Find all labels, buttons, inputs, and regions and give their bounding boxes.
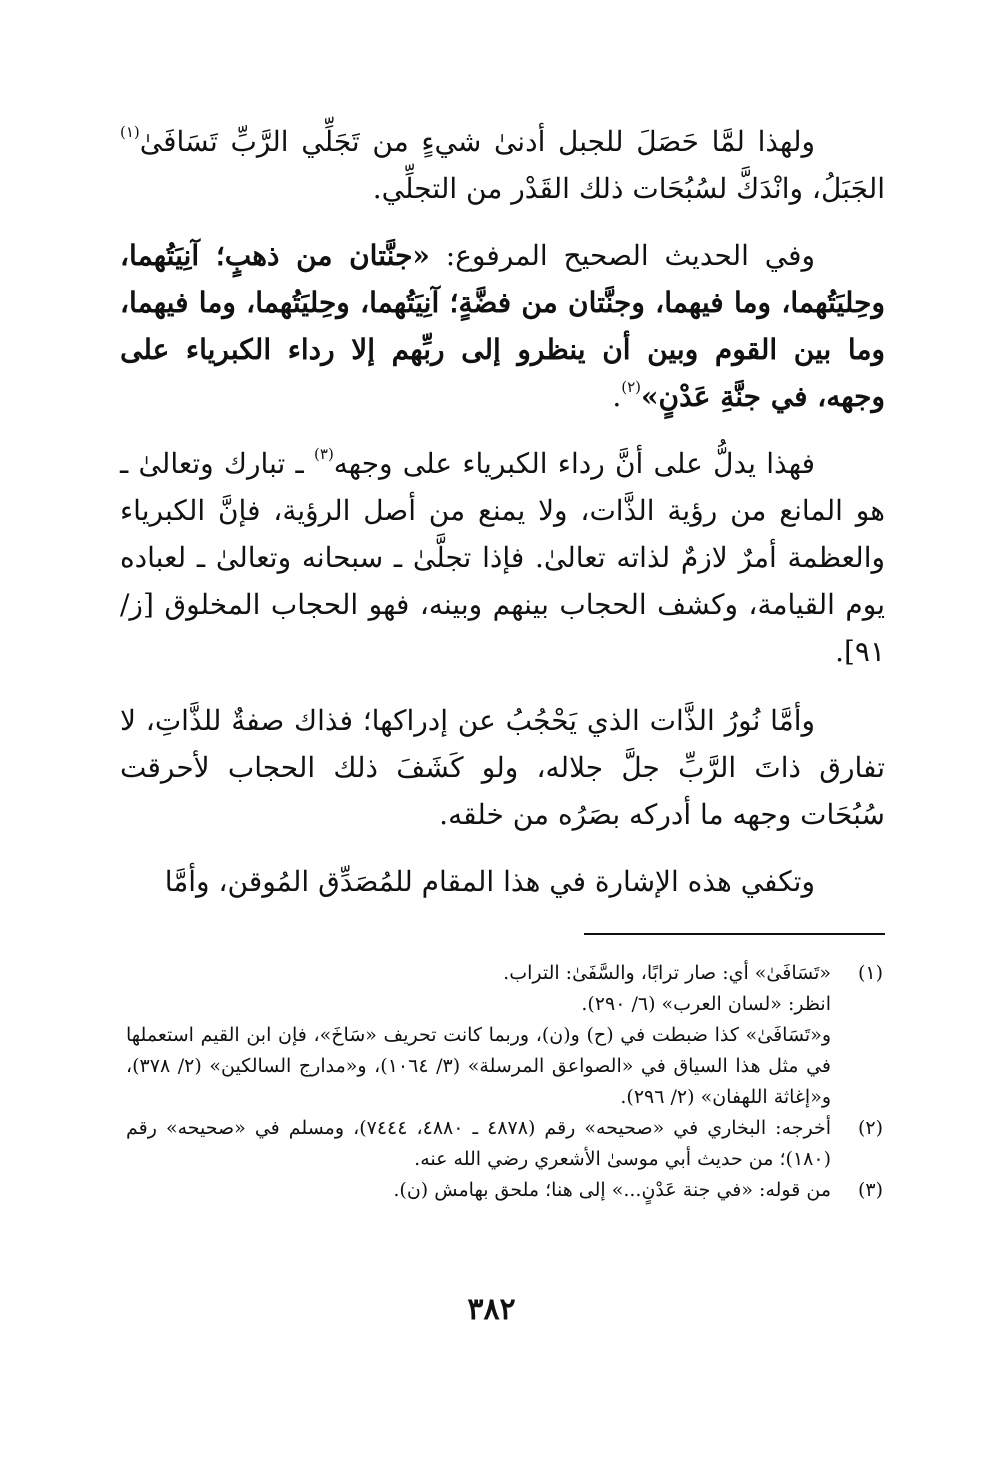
footnote-line: أخرجه: البخاري في «صحيحه» رقم (٤٨٧٨ ـ ٤٨٨٠، ٧٤٤٤)، ومسلم في «صحيحه» رقم (١٨٠)؛ من حديث أبي موسىٰ الأشعري رضي الله عنه. — [126, 1117, 832, 1170]
footnote-1 — [126, 958, 883, 1113]
text-run: ـ تبارك وتعالىٰ ـ هو المانع من رؤية الذَّات، ولا يمنع من أصل الرؤية، فإنَّ الكبرياء والعظمة أمرٌ لازمٌ لذاته تعالىٰ. فإذا تجلَّىٰ ـ سبحانه وتعالىٰ ـ لعباده يوم القيامة، وكشف الحجاب بينهم وبينه، فهو الحجاب المخلوق [ز/٩١]. — [120, 447, 886, 668]
footnote-divider — [584, 933, 885, 935]
text-run: . — [612, 380, 622, 413]
footnote-number: (١) — [857, 962, 883, 984]
footnote-line: من قوله: «في جنة عَدْنٍ...» إلى هنا؛ ملحق بهامش (ن). — [393, 1179, 831, 1201]
paragraph-1 — [120, 118, 885, 212]
text-run: الجَبَلُ، وانْدَكَّ لسُبُحَات ذلك القَدْر من التجلِّي. — [372, 172, 885, 205]
paragraph-5 — [120, 858, 885, 905]
text-run: وتكفي هذه الإشارة في هذا المقام للمُصَدِّق المُوقن، وأمَّا — [164, 865, 815, 898]
footnote-ref-2: (٢) — [621, 378, 641, 396]
footnote-line: و«تَسَافَىٰ» كذا ضبطت في (ح) و(ن)، وربما كانت تحريف «سَاخَ»، فإن ابن القيم استعملها في مثل هذا السياق في «الصواعق المرسلة» (٣/ ١٠٦٤)، و«مدارج السالكين» (٢/ ٣٧٨)، و«إغاثة اللهفان» (٢/ ٢٩٦). — [126, 1024, 831, 1108]
text-run: فهذا يدلُّ على أنَّ رداء الكبرياء على وجهه — [333, 447, 815, 480]
page-number: ٣٨٢ — [467, 1292, 516, 1327]
paragraph-3 — [120, 440, 885, 675]
text-run: ولهذا لمَّا حَصَلَ للجبل أدنىٰ شيءٍ من تَجَلِّي الرَّبِّ تَسَافَىٰ — [139, 125, 815, 158]
text-run: وفي الحديث الصحيح المرفوع: — [429, 239, 815, 272]
footnotes — [126, 958, 883, 1206]
hadith-quote: «جنَّتان من ذهبٍ؛ آنِيَتُهما، وحِليَتُهما، وما فيهما، وجنَّتان من فضَّةٍ؛ آنِيَتُهما، وحِليَتُهما، وما فيهما، وما بين القوم وبين أن ينظرو إلى ربِّهم إلا رداء الكبرياء على وجهه، في جنَّةِ عَدْنٍ» — [120, 239, 885, 413]
footnote-number: (٣) — [857, 1179, 883, 1201]
paragraph-4 — [120, 697, 885, 838]
footnote-line: «تَسَافَىٰ» أي: صار ترابًا، والسَّفَىٰ: التراب. — [503, 962, 831, 984]
footnote-line: انظر: «لسان العرب» (٦/ ٢٩٠). — [581, 993, 831, 1015]
text-run: وأمَّا نُورُ الذَّات الذي يَحْجُبُ عن إدراكها؛ فذاك صفةٌ للذَّاتِ، لا تفارق ذاتَ الرَّبِّ جلَّ جلاله، ولو كَشَفَ ذلك الحجاب لأحرقت سُبُحَات وجهه ما أدركه بصَرُه من خلقه. — [120, 704, 885, 831]
footnote-ref-3: (٣) — [314, 445, 334, 463]
footnote-number: (٢) — [857, 1117, 883, 1139]
main-text — [120, 118, 885, 905]
footnote-3 — [126, 1175, 883, 1206]
paragraph-2 — [120, 232, 885, 420]
footnote-ref-1: (١) — [120, 123, 140, 141]
footnote-2 — [126, 1113, 883, 1175]
